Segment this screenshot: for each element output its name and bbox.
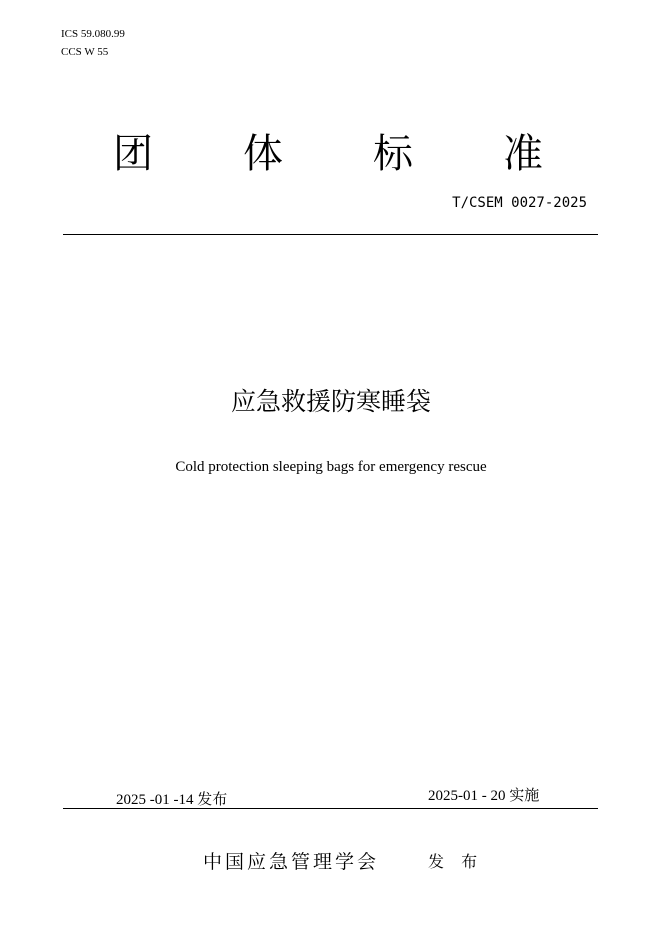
bottom-divider [63, 808, 598, 809]
top-divider [63, 234, 598, 235]
document-title-en: Cold protection sleeping bags for emergency rescue [175, 459, 487, 475]
document-title-cn: 应急救援防寒睡袋 [230, 387, 431, 416]
publish-label: 发 布 [428, 852, 484, 871]
publisher-name: 中国应急管理学会 [203, 851, 380, 873]
standard-type-char: 体 [243, 131, 283, 177]
issue-date: 2025 -01 -14 发布 [116, 792, 228, 808]
standard-type-char: 标 [373, 131, 413, 177]
standard-type-char: 准 [503, 131, 543, 177]
standard-type-char: 团 [113, 131, 153, 177]
ics-code: ICS 59.080.99 [61, 28, 125, 40]
standard-code: T/CSEM 0027-2025 [452, 195, 587, 211]
standard-type-heading [0, 128, 662, 180]
ccs-code: CCS W 55 [61, 46, 109, 58]
implementation-date: 2025-01 - 20 实施 [428, 788, 540, 804]
